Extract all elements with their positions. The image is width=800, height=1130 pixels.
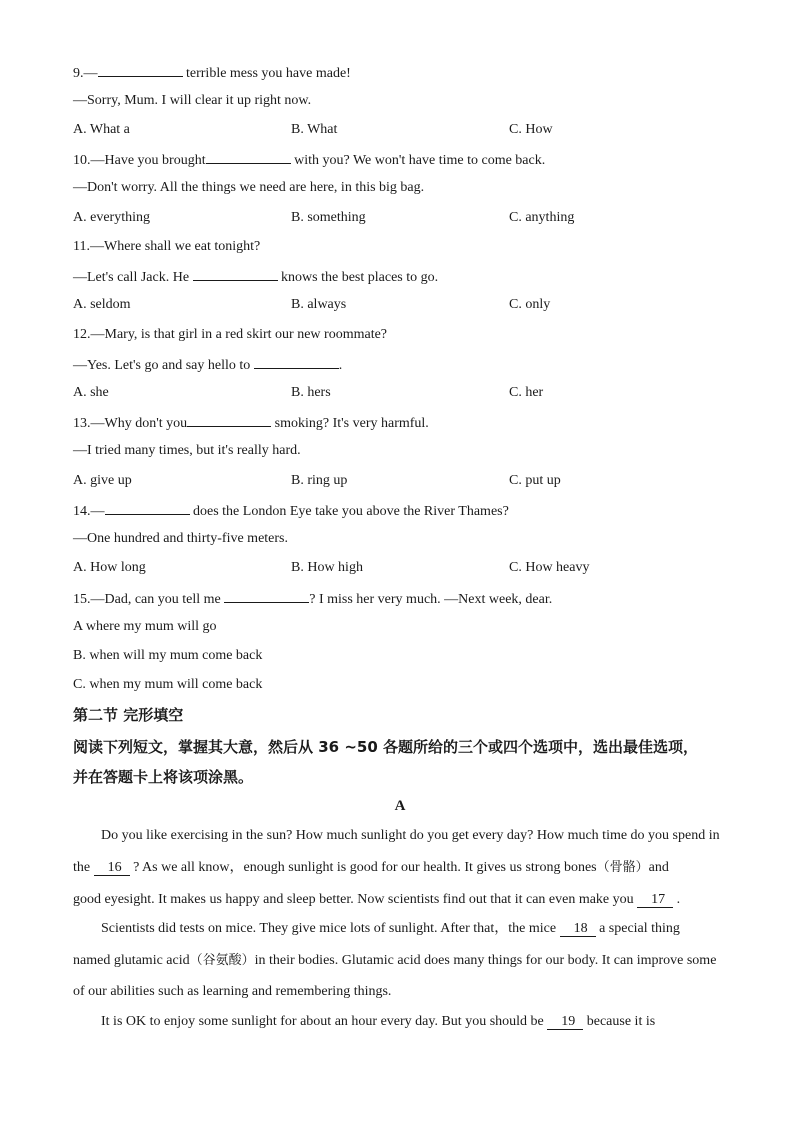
question-11-reply: —Let's call Jack. He knows the best places to go. xyxy=(73,267,438,287)
passage-line: of our abilities such as learning and remembering things. xyxy=(73,984,392,999)
passage-label: A xyxy=(394,798,406,814)
option-a: A. How long xyxy=(73,560,146,575)
blank-19: 19 xyxy=(547,1015,583,1030)
answer-blank xyxy=(187,413,271,427)
question-14-stem: 14.— does the London Eye take you above the River Thames? xyxy=(73,501,509,521)
passage-line: good eyesight. It makes us happy and sleep better. Now scientists find out that it can even make you 17 . xyxy=(73,892,681,907)
option-c: C. How xyxy=(509,122,553,137)
question-13-reply: —I tried many times, but it's really hard. xyxy=(73,443,301,458)
option-c: C. anything xyxy=(509,210,575,225)
option-a: A. What a xyxy=(73,122,130,137)
option-c: C. when my mum will come back xyxy=(73,677,263,692)
passage-line: the 16 ? As we all know，enough sunlight is good for our health. It gives us strong bones（骨骼）and xyxy=(73,860,669,875)
question-12-stem: 12.—Mary, is that girl in a red skirt our new roommate? xyxy=(73,327,388,342)
answer-blank xyxy=(105,501,190,515)
question-12-reply: —Yes. Let's go and say hello to . xyxy=(73,355,342,375)
option-a: A. seldom xyxy=(73,297,131,312)
option-c: C. put up xyxy=(509,473,561,488)
question-9-stem: 9.— terrible mess you have made! xyxy=(73,63,351,83)
option-b: B. ring up xyxy=(291,473,348,488)
section-instruction: 并在答题卡上将该项涂黑。 xyxy=(73,768,254,786)
section-title: 第二节 完形填空 xyxy=(73,706,184,724)
option-a: A. give up xyxy=(73,473,132,488)
blank-17: 17 xyxy=(637,893,673,908)
question-10-reply: —Don't worry. All the things we need are here, in this big bag. xyxy=(73,180,425,195)
passage-line: Do you like exercising in the sun? How much sunlight do you get every day? How much time do you spend in xyxy=(101,828,720,843)
answer-blank xyxy=(254,355,339,369)
option-a: A. everything xyxy=(73,210,150,225)
option-b: B. something xyxy=(291,210,366,225)
passage-line: Scientists did tests on mice. They give mice lots of sunlight. After that，the mice 18 a special thing xyxy=(101,921,680,936)
option-a: A. she xyxy=(73,385,109,400)
answer-blank xyxy=(193,267,278,281)
passage-line: It is OK to enjoy some sunlight for about an hour every day. But you should be 19 because it is xyxy=(101,1014,656,1029)
option-c: C. her xyxy=(509,385,544,400)
section-instruction: 阅读下列短文，掌握其大意，然后从 36 ~50 各题所给的三个或四个选项中，选出最佳选项， xyxy=(73,738,698,756)
question-13-stem: 13.—Why don't you smoking? It's very harmful. xyxy=(73,413,429,433)
option-a: A where my mum will go xyxy=(73,619,217,634)
blank-18: 18 xyxy=(560,922,596,937)
blank-16: 16 xyxy=(94,861,130,876)
passage-line: named glutamic acid（谷氨酸）in their bodies. Glutamic acid does many things for our body. It can improve some xyxy=(73,953,717,968)
option-c: C. How heavy xyxy=(509,560,590,575)
answer-blank xyxy=(206,150,291,164)
question-9-reply: —Sorry, Mum. I will clear it up right now. xyxy=(73,93,312,108)
option-b: B. always xyxy=(291,297,347,312)
option-b: B. What xyxy=(291,122,338,137)
question-10-stem: 10.—Have you brought with you? We won't have time to come back. xyxy=(73,150,545,170)
option-c: C. only xyxy=(509,297,551,312)
option-b: B. How high xyxy=(291,560,363,575)
option-b: B. when will my mum come back xyxy=(73,648,263,663)
option-b: B. hers xyxy=(291,385,331,400)
question-11-stem: 11.—Where shall we eat tonight? xyxy=(73,239,261,254)
answer-blank xyxy=(224,589,309,603)
question-15-stem: 15.—Dad, can you tell me ? I miss her very much. —Next week, dear. xyxy=(73,589,552,609)
question-14-reply: —One hundred and thirty-five meters. xyxy=(73,531,288,546)
answer-blank xyxy=(98,63,183,77)
